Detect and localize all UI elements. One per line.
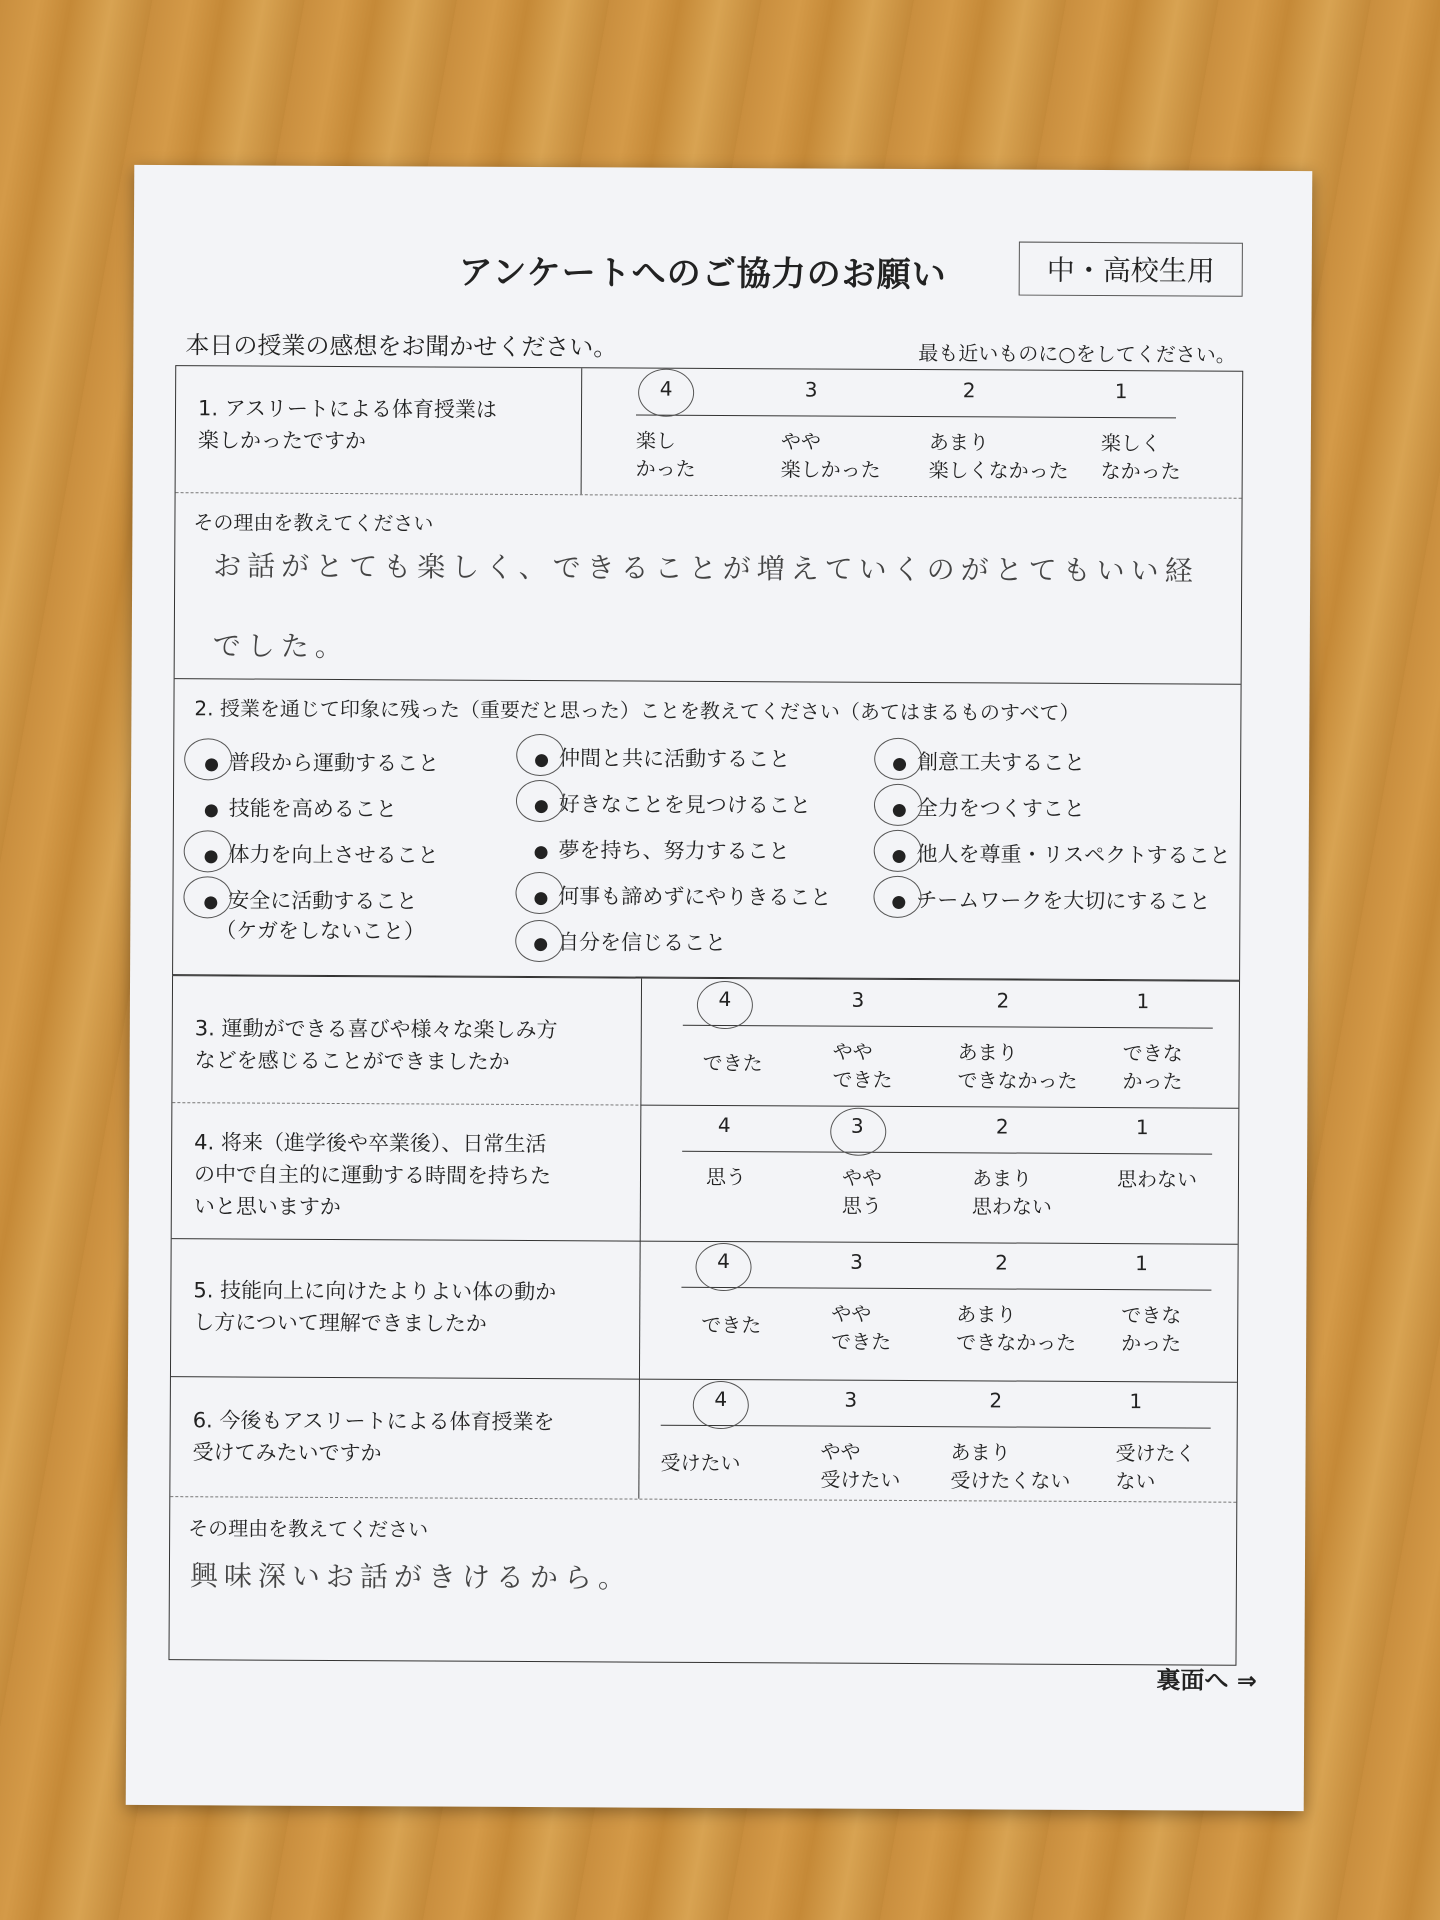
q6-text: 6. 今後もアスリートによる体育授業を 受けてみたいですか <box>192 1408 555 1466</box>
q2-option: ● 仲間と共に活動すること <box>534 746 791 772</box>
q1-scale: 4 3 2 1 楽し かった やや 楽しかった あまり 楽しくなかった 楽しく なかった <box>636 369 1177 498</box>
q2-selection-circle <box>516 780 564 822</box>
q2-option: ● 全力をつくすこと <box>891 796 1085 821</box>
reason1-label: その理由を教えてください <box>193 510 434 536</box>
q2-option: ● 夢を持ち、努力すること <box>533 838 790 864</box>
target-tag: 中・高校生用 <box>1019 242 1243 297</box>
q2-selection-circle <box>515 920 563 962</box>
q2-option: ● 技能を高めること <box>203 796 397 822</box>
q2-selection-circle <box>183 876 231 918</box>
reason2-label: その理由を教えてください <box>188 1516 429 1542</box>
instruction-text: 最も近いものに○をしてください。 <box>918 341 1236 367</box>
q5-answer-circle <box>695 1243 751 1291</box>
reason2-answer-line1: 興味深いお話がきけるから。 <box>189 1559 633 1595</box>
lower-section <box>168 975 1240 1666</box>
reason1-answer-line1: お話がとても楽しく、できることが増えていくのがとてもいい経 <box>213 549 1199 588</box>
q4-text: 4. 将来（進学後や卒業後）、日常生活 の中で自主的に運動する時間を持ちた いと思いますか <box>193 1130 552 1220</box>
q3-scale: 4 3 2 1 できた やや できた あまり できなかった できな かった <box>682 979 1213 1108</box>
q2-selection-circle <box>874 738 922 780</box>
q2-option: ● 体力を向上させること <box>203 842 439 868</box>
intro-text: 本日の授業の感想をお聞かせください。 <box>185 331 618 362</box>
q2-selection-circle <box>516 734 564 776</box>
q2-option: ● 安全に活動すること （ケガをしないこと） <box>203 888 425 944</box>
q1-answer-circle <box>638 369 694 417</box>
q2-option: ● 創意工夫すること <box>892 750 1086 775</box>
q2-selection-circle <box>874 830 922 872</box>
q6-scale: 4 3 2 1 受けたい やや 受けたい あまり 受けたくない 受けたく ない <box>660 1379 1211 1502</box>
q4-answer-circle <box>830 1108 886 1156</box>
q2-selection-circle <box>874 784 922 826</box>
q1-text: 1. アスリートによる体育授業は 楽しかったですか <box>197 396 497 454</box>
q2-option: ● 他人を尊重・リスペクトすること <box>891 842 1231 868</box>
next-page-note: 裏面へ ⇒ <box>1156 1666 1257 1695</box>
q5-scale: 4 3 2 1 できた やや できた あまり できなかった できな かった <box>681 1241 1212 1382</box>
q2-selection-circle <box>515 872 563 914</box>
reason1-answer-line2: でした。 <box>212 629 349 664</box>
q2-selection-circle <box>184 830 232 872</box>
q2-option: ● チームワークを大切にすること <box>891 888 1211 914</box>
survey-title: アンケートへのご協力のお願い <box>458 252 947 296</box>
q6-answer-circle <box>693 1381 749 1429</box>
q2-option: ● 普段から運動すること <box>204 750 440 776</box>
q2-selection-circle <box>873 876 921 918</box>
q5-text: 5. 技能向上に向けたよりよい体の動か し方について理解できましたか <box>193 1278 557 1336</box>
q2-option: ● 自分を信じること <box>533 930 727 956</box>
q2-text: 2. 授業を通じて印象に残った（重要だと思った）ことを教えてください（あてはまるものすべて） <box>194 696 1080 725</box>
q2-option: ● 好きなことを見つけること <box>533 792 811 818</box>
upper-section <box>172 365 1243 981</box>
q4-scale: 4 3 2 1 思う やや 思う あまり 思わない 思わない <box>682 1105 1213 1244</box>
q3-text: 3. 運動ができる喜びや様々な楽しみ方 などを感じることができましたか <box>194 1016 558 1074</box>
q2-option: ● 何事も諦めずにやりきること <box>533 884 832 910</box>
survey-sheet <box>126 165 1313 1811</box>
q2-selection-circle <box>184 738 232 780</box>
q3-answer-circle <box>697 981 753 1029</box>
